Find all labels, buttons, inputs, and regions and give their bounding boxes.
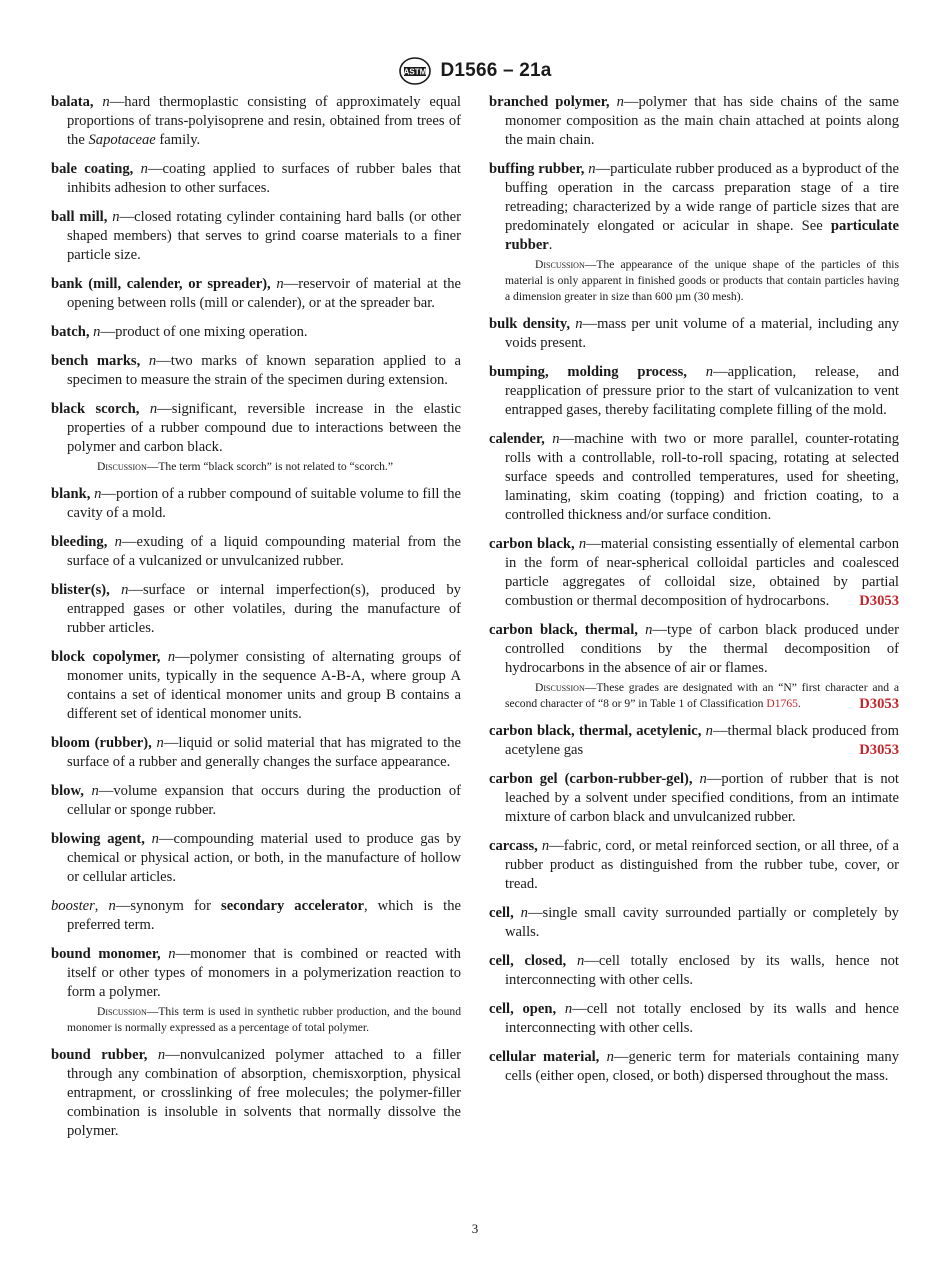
entry-carbon-black-thermal: carbon black, thermal, n— type of carbon black produced under controlled conditions by the thermal decomposition of hydrocarbons in the absence of air or flames. — [489, 621, 899, 678]
entry-cell-closed: cell, closed, n— cell totally enclosed by its walls, hence not interconnecting with other cells. — [489, 952, 899, 990]
discussion-buffing-rubber: Discussion — The appearance of the unique shape of the particles of this material is only apparent in finished goods or products that contain particles having a dimension greater in size than 600 µm (30 mesh). — [505, 257, 899, 305]
reference-link-d3053[interactable]: D3053 — [859, 742, 899, 758]
entry-black-scorch: black scorch, n— significant, reversible increase in the elastic properties of a rubber compound due to interactions between the polymer and carbon black. — [51, 400, 461, 457]
discussion-carbon-black-thermal: Discussion — These grades are designated with an “N” first character and a second character of “8 or 9” in Table 1 of Classification D1765. D3053 — [505, 680, 899, 712]
reference-link-d3053[interactable]: D3053 — [859, 696, 899, 712]
standard-designation: D1566 – 21a — [440, 60, 552, 81]
entry-carbon-black-acetylenic: carbon black, thermal, acetylenic, n— thermal black produced from acetylene gas D3053 — [489, 722, 899, 760]
cross-reference-particulate-rubber: particulate rubber — [505, 218, 899, 253]
astm-logo-icon — [398, 56, 432, 86]
entry-bank: bank (mill, calender, or spreader), n— reservoir of material at the opening between rolls (mill or calender), or at the spreader bar. — [51, 275, 461, 313]
entry-cellular-material: cellular material, n— generic term for materials containing many cells (either open, closed, or both) dispersed throughout the mass. — [489, 1048, 899, 1086]
entry-bale-coating: bale coating, n— coating applied to surfaces of rubber bales that inhibits adhesion to other surfaces. — [51, 160, 461, 198]
right-column — [489, 93, 899, 1096]
entry-cell: cell, n— single small cavity surrounded partially or completely by walls. — [489, 904, 899, 942]
entry-carbon-gel: carbon gel (carbon-rubber-gel), n— portion of rubber that is not leached by a solvent under specified conditions, from an intimate mixture of carbon black and unvulcanized rubber. — [489, 770, 899, 827]
entry-cell-open: cell, open, n— cell not totally enclosed by its walls and hence interconnecting with other cells. — [489, 1000, 899, 1038]
entry-bulk-density: bulk density, n— mass per unit volume of a material, including any voids present. — [489, 315, 899, 353]
entry-bound-monomer: bound monomer, n— monomer that is combined or reacted with itself or other types of monomers in a polymerization reaction to form a polymer. — [51, 945, 461, 1002]
entry-bound-rubber: bound rubber, n— nonvulcanized polymer attached to a filler through any combination of absorption, chemisxorption, physical entrapment, or crosslinking of free molecules; the polymer-filler combination is insoluble in solvents that normally dissolve the polymer. — [51, 1046, 461, 1141]
entry-balata: balata, n— hard thermoplastic consisting of approximately equal proportions of trans-polyisoprene and resin, obtained from trees of the Sapotaceae family. — [51, 93, 461, 150]
entry-block-copolymer: block copolymer, n— polymer consisting of alternating groups of monomer units, typically in the sequence A-B-A, where group A contains a set of identical monomer units and group B contains a different set of identical monomer units. — [51, 648, 461, 724]
entry-carcass: carcass, n— fabric, cord, or metal reinforced section, or all three, of a rubber product as distinguished from the rubber tube, cover, or tread. — [489, 837, 899, 894]
entry-blow: blow, n— volume expansion that occurs during the production of cellular or sponge rubber. — [51, 782, 461, 820]
entry-carbon-black: carbon black, n— material consisting essentially of elemental carbon in the form of near-spherical colloidal particles and coalesced particle aggregates of colloidal size, obtained by partial combustion or thermal decomposition of hydrocarbons. D3053 — [489, 535, 899, 611]
entry-bleeding: bleeding, n— exuding of a liquid compounding material from the surface of a vulcanized or unvulcanized rubber. — [51, 533, 461, 571]
discussion-black-scorch: Discussion — The term “black scorch” is not related to “scorch.” — [67, 459, 461, 475]
entry-bench-marks: bench marks, n— two marks of known separation applied to a specimen to measure the strain of the specimen during extension. — [51, 352, 461, 390]
entry-booster: booster, n— synonym for secondary accelerator, which is the preferred term. — [51, 897, 461, 935]
page-header — [0, 56, 950, 86]
left-column — [51, 93, 461, 1151]
discussion-bound-monomer: Discussion — This term is used in synthetic rubber production, and the bound monomer is normally expressed as a percentage of total polymer. — [67, 1004, 461, 1036]
entry-blisters: blister(s), n— surface or internal imperfection(s), produced by entrapped gases or other volatiles, during the manufacture of rubber articles. — [51, 581, 461, 638]
svg-text:ASTM: ASTM — [404, 67, 427, 77]
entry-buffing-rubber: buffing rubber, n— particulate rubber produced as a byproduct of the buffing operation in the carcass preparation stage of a tire retreading; characterized by a wide range of particle sizes that are predominately elongated or acicular in shape. See particulate rubber. — [489, 160, 899, 255]
entry-bumping-molding-process: bumping, molding process, n— application, release, and reapplication of pressure prior to the start of vulcanization to vent entrapped gases, thereby facilitating complete filling of the mold. — [489, 363, 899, 420]
entry-ball-mill: ball mill, n— closed rotating cylinder containing hard balls (or other shaped members) that serves to grind coarse materials to a finer particle size. — [51, 208, 461, 265]
entry-blowing-agent: blowing agent, n— compounding material used to produce gas by chemical or physical action, or both, in the manufacture of hollow or cellular articles. — [51, 830, 461, 887]
reference-link-d1765[interactable]: D1765 — [766, 697, 798, 710]
entry-branched-polymer: branched polymer, n— polymer that has side chains of the same monomer composition as the main chain attached at points along the main chain. — [489, 93, 899, 150]
entry-blank: blank, n— portion of a rubber compound of suitable volume to fill the cavity of a mold. — [51, 485, 461, 523]
entry-bloom: bloom (rubber), n— liquid or solid material that has migrated to the surface of a rubber and generally changes the surface appearance. — [51, 734, 461, 772]
reference-link-d3053[interactable]: D3053 — [859, 593, 899, 609]
page-number: 3 — [471, 1221, 479, 1236]
entry-calender: calender, n— machine with two or more parallel, counter-rotating rolls with a controllable, roll-to-roll spacing, rotating at selected surface speeds and controlled temperatures, used for sheeting, laminating, skim coating (topping) and friction coating, to a controlled thickness and/or surface condition. — [489, 430, 899, 525]
entry-batch: batch, n— product of one mixing operation. — [51, 323, 461, 342]
